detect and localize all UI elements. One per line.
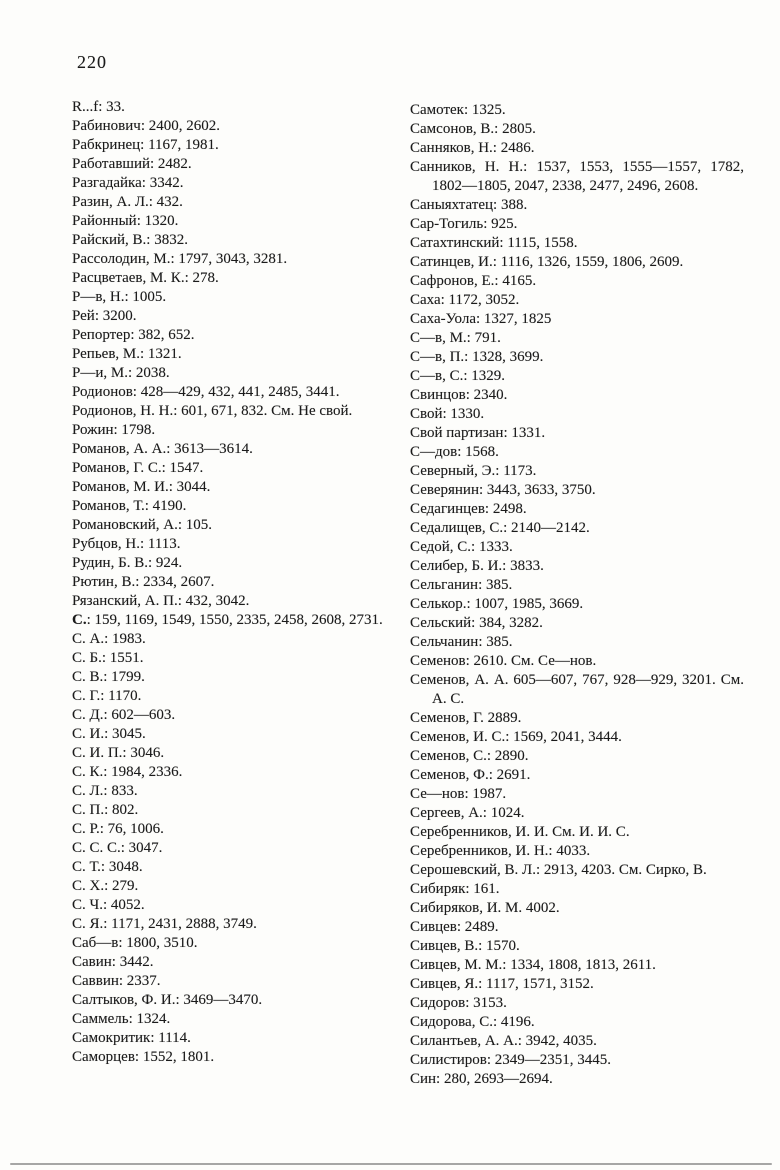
index-entry: Рей: 3200. (72, 308, 137, 324)
index-entry: С. Ч.: 4052. (72, 897, 145, 913)
index-entry: Сельганин: 385. (410, 577, 513, 593)
index-entry: Сибиряков, И. М. 4002. (410, 900, 560, 916)
index-entry: Сивцев: 2489. (410, 919, 499, 935)
index-entry: Саха: 1172, 3052. (410, 292, 520, 308)
index-entry: С. Х.: 279. (72, 878, 139, 894)
index-entry: Сатинцев, И.: 1116, 1326, 1559, 1806, 2609. (410, 254, 684, 270)
index-entry: Семенов, Ф.: 2691. (410, 767, 531, 783)
index-entry: С. Т.: 3048. (72, 859, 143, 875)
index-entry: Разин, А. Л.: 432. (72, 194, 183, 210)
index-entry: Сельчанин: 385. (410, 634, 513, 650)
index-entry: Рожин: 1798. (72, 422, 156, 438)
index-entry: Семенов, А. А. 605—607, 767, 928—929, 3201. См. А. С. (410, 672, 744, 707)
index-entry: Свой: 1330. (410, 406, 485, 422)
index-entry: Сидорова, С.: 4196. (410, 1014, 535, 1030)
index-entry: С. А.: 1983. (72, 631, 146, 647)
index-entry: С. Б.: 1551. (72, 650, 144, 666)
index-entry: Серошевский, В. Л.: 2913, 4203. См. Сирко, В. (410, 862, 707, 878)
index-entry: Рабинович: 2400, 2602. (72, 118, 221, 134)
index-entry: Самотек: 1325. (410, 102, 506, 118)
index-entry: Райский, В.: 3832. (72, 232, 188, 248)
index-entry: Разгадайка: 3342. (72, 175, 184, 191)
index-entry: Свинцов: 2340. (410, 387, 508, 403)
index-entry: Сивцев, Я.: 1117, 1571, 3152. (410, 976, 594, 992)
index-entry: Саморцев: 1552, 1801. (72, 1049, 215, 1065)
index-entry: Рабкринец: 1167, 1981. (72, 137, 219, 153)
index-entry: Родионов, Н. Н.: 601, 671, 832. См. Не свой. (72, 403, 353, 419)
index-entry: Рубцов, Н.: 1113. (72, 536, 181, 552)
index-entry: С—в, П.: 1328, 3699. (410, 349, 544, 365)
index-entry: С. В.: 1799. (72, 669, 145, 685)
index-entry: Саныяхтатец: 388. (410, 197, 528, 213)
index-entry: Сибиряк: 161. (410, 881, 500, 897)
index-entry: Северный, Э.: 1173. (410, 463, 537, 479)
index-entry: Расцветаев, М. К.: 278. (72, 270, 219, 286)
index-entry: Семенов: 2610. См. Се—нов. (410, 653, 597, 669)
index-entry: Сафронов, Е.: 4165. (410, 273, 537, 289)
index-entry: Р—и, М.: 2038. (72, 365, 170, 381)
index-column-right (410, 101, 744, 1089)
index-entry: Сатахтинский: 1115, 1558. (410, 235, 578, 251)
index-entry: Саб—в: 1800, 3510. (72, 935, 198, 951)
index-entry: С. К.: 1984, 2336. (72, 764, 183, 780)
index-entry: Рязанский, А. П.: 432, 3042. (72, 593, 250, 609)
index-entry: Сельский: 384, 3282. (410, 615, 543, 631)
index-entry: С. И. П.: 3046. (72, 745, 165, 761)
index-entry: Силистиров: 2349—2351, 3445. (410, 1052, 612, 1068)
index-entry: Северянин: 3443, 3633, 3750. (410, 482, 596, 498)
index-entry: Сидоров: 3153. (410, 995, 507, 1011)
index-entry: Се—нов: 1987. (410, 786, 507, 802)
index-entry: Р—в, Н.: 1005. (72, 289, 167, 305)
index-entry: Салтыков, Ф. И.: 3469—3470. (72, 992, 263, 1008)
index-entry: Седагинцев: 2498. (410, 501, 527, 517)
index-entry: С. Г.: 1170. (72, 688, 142, 704)
index-entry: Рудин, Б. В.: 924. (72, 555, 183, 571)
index-entry: Саввин: 2337. (72, 973, 161, 989)
index-entry: Рютин, В.: 2334, 2607. (72, 574, 215, 590)
index-entry: Романов, А. А.: 3613—3614. (72, 441, 253, 457)
index-entry: Романов, М. И.: 3044. (72, 479, 211, 495)
index-entry: Свой партизан: 1331. (410, 425, 546, 441)
index-entry: Сивцев, М. М.: 1334, 1808, 1813, 2611. (410, 957, 656, 973)
index-entry: Репортер: 382, 652. (72, 327, 195, 343)
index-entry: С—в, М.: 791. (410, 330, 501, 346)
index-entry: С. Я.: 1171, 2431, 2888, 3749. (72, 916, 257, 932)
index-entry: Романов, Г. С.: 1547. (72, 460, 204, 476)
index-entry: Саха-Уола: 1327, 1825 (410, 311, 552, 327)
index-entry: С. Р.: 76, 1006. (72, 821, 164, 837)
index-entry: Санняков, Н.: 2486. (410, 140, 535, 156)
index-entry: Районный: 1320. (72, 213, 179, 229)
index-column-left (72, 98, 398, 1067)
index-entry: R...f: 33. (72, 99, 125, 115)
index-entry: С. С. С.: 3047. (72, 840, 163, 856)
index-entry: С. Д.: 602—603. (72, 707, 176, 723)
index-entry: Романов, Т.: 4190. (72, 498, 187, 514)
index-entry: Родионов: 428—429, 432, 441, 2485, 3441. (72, 384, 340, 400)
index-entry: Рассолодин, М.: 1797, 3043, 3281. (72, 251, 288, 267)
index-entry: С. П.: 802. (72, 802, 139, 818)
index-entry: Репьев, М.: 1321. (72, 346, 182, 362)
index-entry: Серебренников, И. И. См. И. И. С. (410, 824, 630, 840)
index-entry: Седой, С.: 1333. (410, 539, 513, 555)
index-entry: С—дов: 1568. (410, 444, 499, 460)
index-entry: С.: 159, 1169, 1549, 1550, 2335, 2458, 2608, 2731. (72, 612, 383, 628)
index-entry: Самокритик: 1114. (72, 1030, 191, 1046)
index-entry: Сар-Тогиль: 925. (410, 216, 518, 232)
index-entry: Саммель: 1324. (72, 1011, 171, 1027)
index-entry: Самсонов, В.: 2805. (410, 121, 536, 137)
index-entry: Селибер, Б. И.: 3833. (410, 558, 544, 574)
page-number: 220 (77, 52, 107, 72)
index-entry: Селькор.: 1007, 1985, 3669. (410, 596, 584, 612)
index-entry: Савин: 3442. (72, 954, 154, 970)
index-entry: Семенов, И. С.: 1569, 2041, 3444. (410, 729, 622, 745)
index-entry: Силантьев, А. А.: 3942, 4035. (410, 1033, 597, 1049)
index-entry: Сивцев, В.: 1570. (410, 938, 520, 954)
index-entry: Санников, Н. Н.: 1537, 1553, 1555—1557, 1782, 1802—1805, 2047, 2338, 2477, 2496, 2608. (410, 159, 744, 194)
index-entry: Работавший: 2482. (72, 156, 192, 172)
index-entry: Семенов, Г. 2889. (410, 710, 522, 726)
index-entry: Серебренников, И. Н.: 4033. (410, 843, 591, 859)
index-entry: Семенов, С.: 2890. (410, 748, 529, 764)
scan-artifact-bottom-edge (10, 1163, 772, 1165)
index-entry: С. И.: 3045. (72, 726, 146, 742)
index-entry: С. Л.: 833. (72, 783, 138, 799)
index-entry: Сергеев, А.: 1024. (410, 805, 525, 821)
index-entry: Седалищев, С.: 2140—2142. (410, 520, 590, 536)
index-entry: Романовский, А.: 105. (72, 517, 213, 533)
index-entry: С—в, С.: 1329. (410, 368, 506, 384)
index-entry: Син: 280, 2693—2694. (410, 1071, 553, 1087)
